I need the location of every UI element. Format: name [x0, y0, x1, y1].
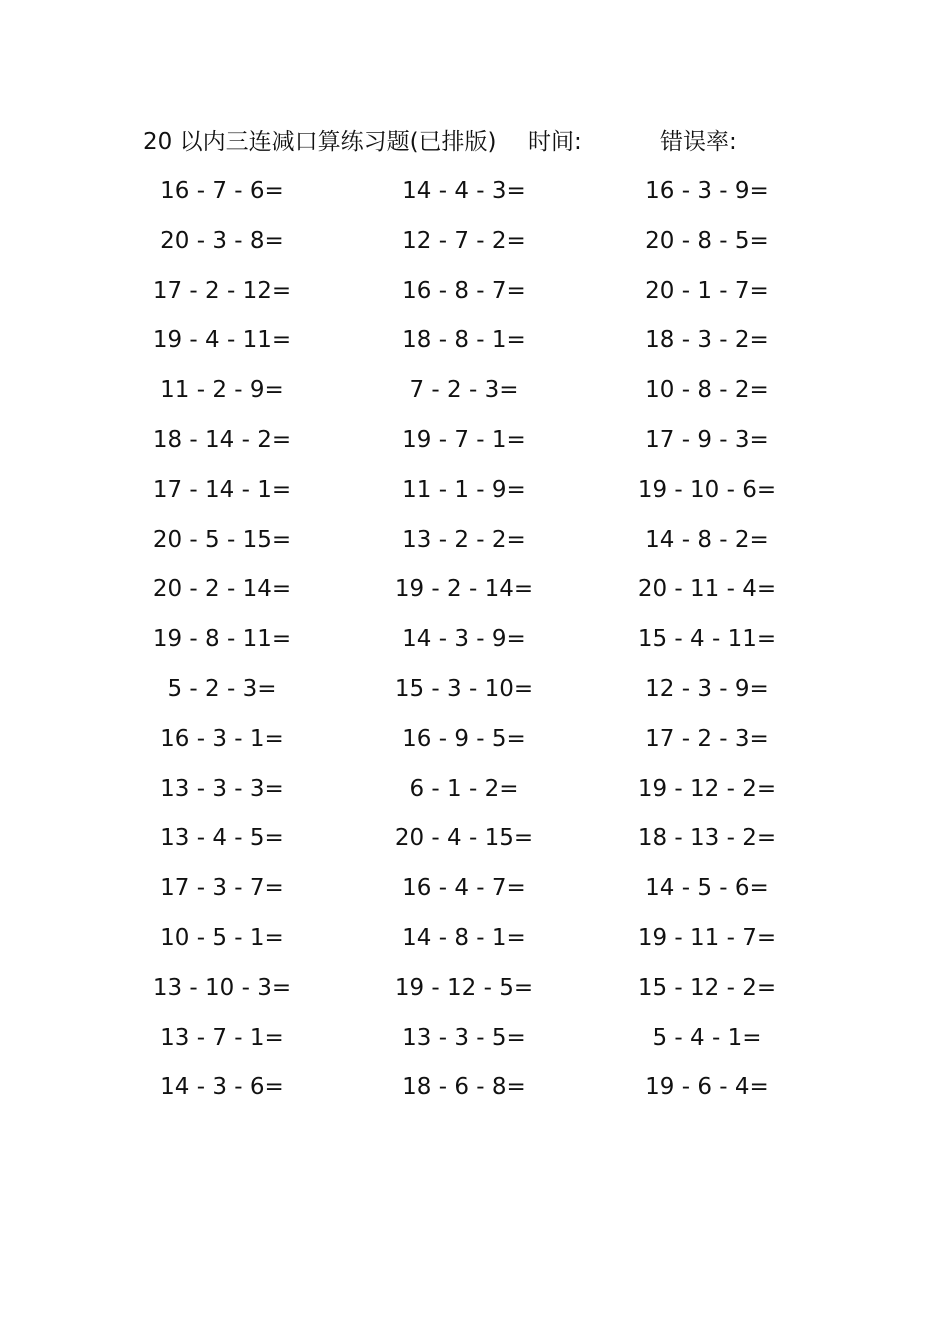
problem-item: 19 - 10 - 6=: [637, 476, 777, 503]
problem-item: 18 - 14 - 2=: [152, 426, 292, 453]
problem-item: 11 - 1 - 9=: [402, 476, 526, 503]
problem-item: 19 - 12 - 5=: [394, 974, 534, 1001]
problem-row: [0, 922, 950, 972]
problem-item: 12 - 7 - 2=: [402, 227, 526, 254]
problem-item: 12 - 3 - 9=: [645, 675, 769, 702]
problem-item: 10 - 5 - 1=: [160, 924, 284, 951]
problem-item: 19 - 6 - 4=: [645, 1074, 769, 1101]
problem-item: 13 - 7 - 1=: [160, 1024, 284, 1051]
problem-item: 14 - 3 - 9=: [402, 626, 526, 653]
problem-item: 18 - 13 - 2=: [637, 825, 777, 852]
problem-item: 20 - 8 - 5=: [645, 227, 769, 254]
problem-item: 15 - 12 - 2=: [637, 974, 777, 1001]
problem-item: 19 - 4 - 11=: [152, 327, 292, 354]
problem-item: 19 - 11 - 7=: [637, 924, 777, 951]
problem-item: 20 - 11 - 4=: [637, 576, 777, 603]
problem-row: [0, 773, 950, 823]
problem-item: 13 - 3 - 5=: [402, 1024, 526, 1051]
problem-row: [0, 374, 950, 424]
problem-item: 13 - 4 - 5=: [160, 825, 284, 852]
problem-item: 16 - 9 - 5=: [402, 725, 526, 752]
problem-item: 14 - 8 - 1=: [402, 924, 526, 951]
worksheet-header: [0, 126, 950, 158]
problem-item: 14 - 8 - 2=: [645, 526, 769, 553]
problem-row: [0, 474, 950, 524]
problem-item: 13 - 2 - 2=: [402, 526, 526, 553]
problem-item: 19 - 12 - 2=: [637, 775, 777, 802]
problem-item: 20 - 5 - 15=: [152, 526, 292, 553]
problem-row: [0, 175, 950, 225]
problem-item: 16 - 3 - 1=: [160, 725, 284, 752]
problem-item: 5 - 4 - 1=: [652, 1024, 762, 1051]
problem-item: 16 - 3 - 9=: [645, 178, 769, 204]
problem-row: [0, 225, 950, 275]
problem-item: 17 - 14 - 1=: [152, 476, 292, 503]
problem-item: 18 - 6 - 8=: [402, 1074, 526, 1101]
error-rate-label: 错误率:: [660, 129, 737, 155]
problem-item: 17 - 2 - 12=: [152, 277, 292, 304]
problem-item: 11 - 2 - 9=: [160, 377, 284, 404]
problem-item: 14 - 3 - 6=: [160, 1074, 284, 1101]
problem-item: 14 - 4 - 3=: [402, 178, 526, 204]
problem-row: [0, 424, 950, 474]
problem-item: 7 - 2 - 3=: [409, 377, 519, 404]
problem-row: [0, 275, 950, 325]
time-label: 时间:: [528, 129, 582, 155]
problem-row: [0, 822, 950, 872]
problem-row: [0, 324, 950, 374]
problem-item: 16 - 7 - 6=: [160, 178, 284, 204]
problem-item: 6 - 1 - 2=: [409, 775, 519, 802]
problem-item: 13 - 3 - 3=: [160, 775, 284, 802]
problem-row: [0, 1071, 950, 1121]
problem-item: 20 - 4 - 15=: [394, 825, 534, 852]
problem-item: 17 - 3 - 7=: [160, 875, 284, 902]
problem-row: [0, 673, 950, 723]
problem-item: 19 - 2 - 14=: [394, 576, 534, 603]
problem-item: 15 - 4 - 11=: [637, 626, 777, 653]
problem-row: [0, 872, 950, 922]
problem-row: [0, 623, 950, 673]
problem-item: 18 - 3 - 2=: [645, 327, 769, 354]
problem-item: 19 - 8 - 11=: [152, 626, 292, 653]
worksheet-title: 20 以内三连减口算练习题(已排版): [143, 129, 497, 155]
problem-item: 5 - 2 - 3=: [167, 675, 277, 702]
problem-item: 19 - 7 - 1=: [402, 426, 526, 453]
problem-row: [0, 573, 950, 623]
problem-item: 15 - 3 - 10=: [394, 675, 534, 702]
problem-item: 17 - 9 - 3=: [645, 426, 769, 453]
problem-item: 16 - 4 - 7=: [402, 875, 526, 902]
problem-item: 20 - 2 - 14=: [152, 576, 292, 603]
problem-item: 17 - 2 - 3=: [645, 725, 769, 752]
problem-item: 18 - 8 - 1=: [402, 327, 526, 354]
problem-item: 20 - 1 - 7=: [645, 277, 769, 304]
problem-row: [0, 1022, 950, 1072]
problem-item: 20 - 3 - 8=: [160, 227, 284, 254]
problem-item: 16 - 8 - 7=: [402, 277, 526, 304]
problem-item: 14 - 5 - 6=: [645, 875, 769, 902]
problem-row: [0, 972, 950, 1022]
problem-row: [0, 723, 950, 773]
problem-row: [0, 524, 950, 574]
problem-item: 10 - 8 - 2=: [645, 377, 769, 404]
problem-item: 13 - 10 - 3=: [152, 974, 292, 1001]
problem-grid: [0, 175, 950, 1121]
